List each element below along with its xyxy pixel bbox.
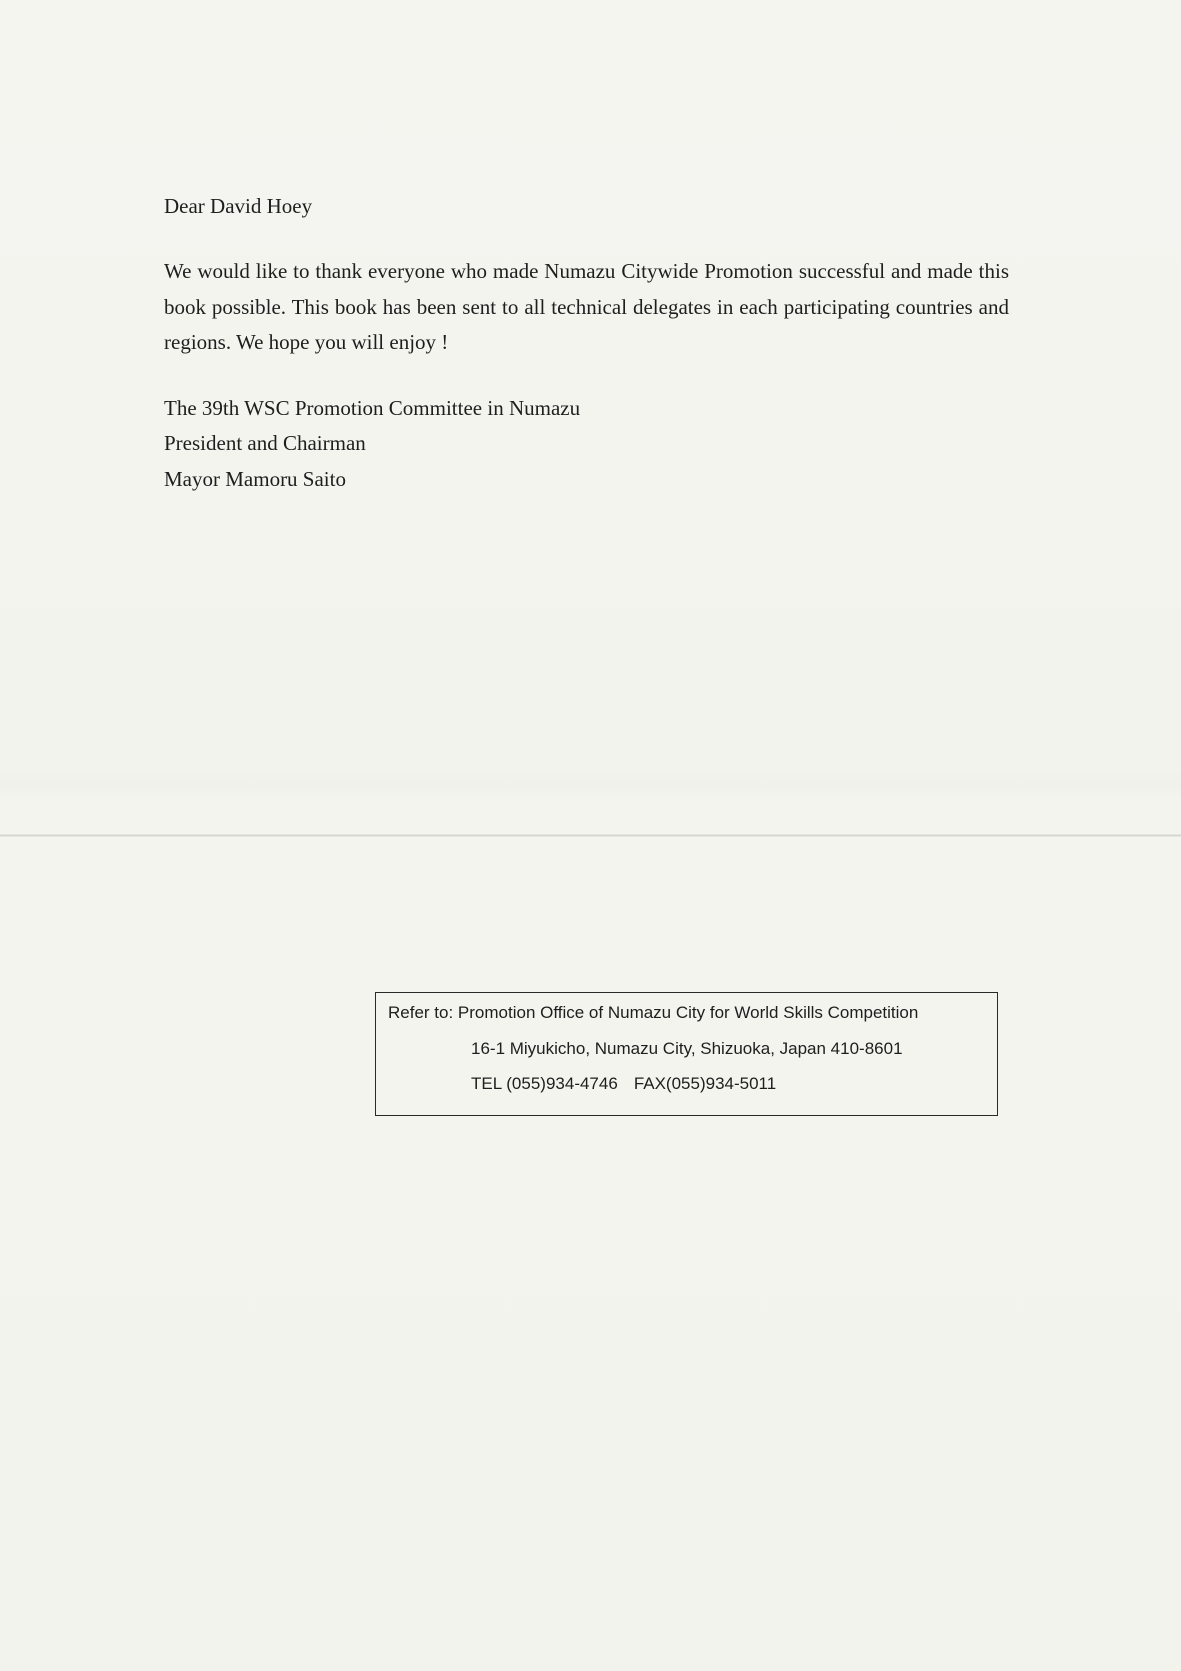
letter-body: We would like to thank everyone who made Numazu Citywide Promotion successful and made this book possible. This book has been sent to all technical delegates in each participating countries and regions. We hope you will enjoy ! bbox=[164, 259, 1009, 354]
signature-organization: The 39th WSC Promotion Committee in Numazu bbox=[164, 395, 581, 420]
salutation: Dear David Hoey bbox=[164, 194, 313, 218]
letter-content bbox=[164, 188, 1009, 497]
refer-fax: FAX(055)934-5011 bbox=[633, 1074, 777, 1093]
signature-role: President and Chairman bbox=[164, 431, 366, 455]
paper-fold-line bbox=[0, 834, 1181, 837]
signature-block bbox=[164, 391, 1009, 498]
contact-box bbox=[375, 992, 998, 1116]
refer-address: 16-1 Miyukicho, Numazu City, Shizuoka, Japan 410-8601 bbox=[471, 1039, 903, 1058]
refer-phone-line bbox=[471, 1074, 776, 1094]
refer-office-line: Refer to: Promotion Office of Numazu City for World Skills Competition bbox=[388, 1003, 919, 1022]
signature-name: Mayor Mamoru Saito bbox=[164, 466, 346, 491]
refer-tel: TEL (055)934-4746 bbox=[471, 1074, 618, 1093]
